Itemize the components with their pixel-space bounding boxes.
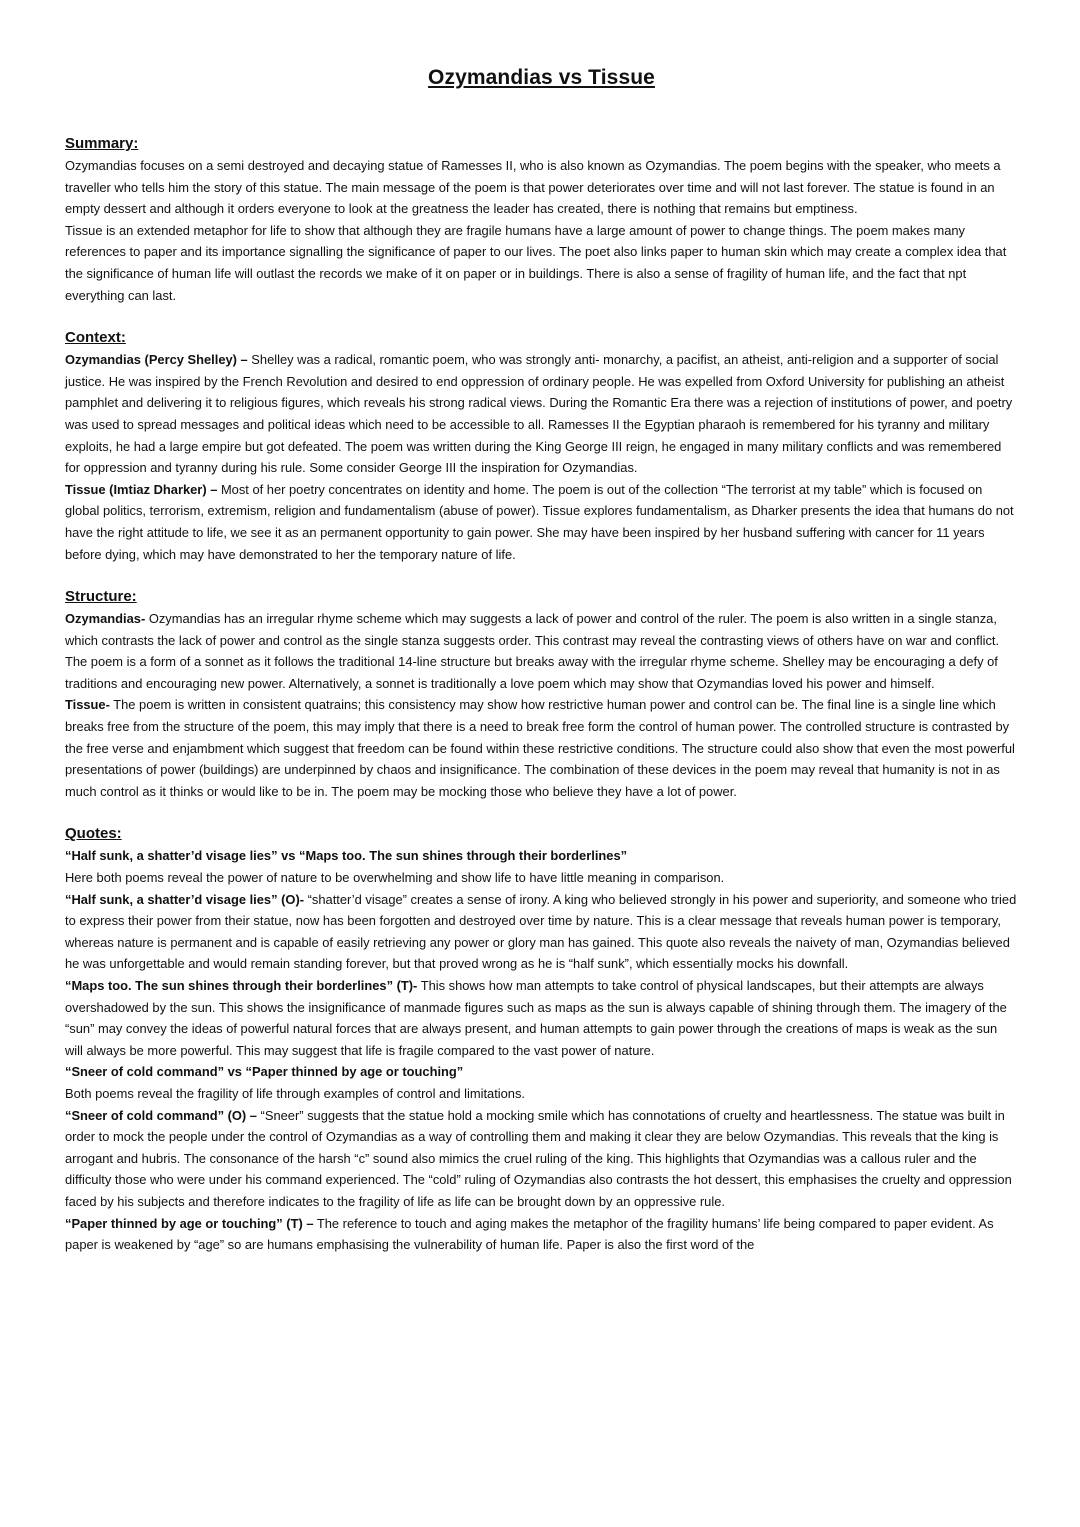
structure-tissue-paragraph bbox=[65, 694, 1018, 802]
document-title: Ozymandias vs Tissue bbox=[428, 66, 655, 89]
quote-2-text: This shows how man attempts to take control of physical landscapes, but their attempts are always overshadowed by the sun. This shows the insignificance of manmade figures such as maps as the sun is always capable of shining through them. The imagery of the “sun” may convey the ideas of powerful natural forces that are always present, and human attempts to gain power through the creations of maps is weak as the sun will always be more powerful. This may suggest that life is fragile compared to the vast power of nature. bbox=[65, 978, 1007, 1058]
quote-pair-1-intro: Here both poems reveal the power of nature to be overwhelming and show life to have little meaning in comparison. bbox=[65, 870, 725, 886]
quote-2-lead: “Maps too. The sun shines through their borderlines” (T)- bbox=[65, 978, 418, 993]
quotes-heading: Quotes: bbox=[65, 825, 122, 843]
context-tissue-paragraph bbox=[65, 479, 1018, 565]
quote-1-analysis bbox=[65, 889, 1018, 975]
context-heading: Context: bbox=[65, 329, 126, 347]
context-section bbox=[65, 328, 1018, 565]
summary-section bbox=[65, 134, 1018, 306]
structure-ozymandias-lead: Ozymandias- bbox=[65, 611, 146, 627]
structure-ozymandias-text: Ozymandias has an irregular rhyme scheme which may suggests a lack of power and control of the ruler. The poem is also written in a single stanza, which contrasts the lack of power and control as the single stanza suggests order. This contrast may reveal the contrasting views of others have on war and conflict. The poem is a form of a sonnet as it follows the traditional 14-line structure but breaks away with the irregular rhyme scheme. Shelley may be encouraging a defy of traditions and encouraging new power. Alternatively, a sonnet is traditionally a love poem which may show that Ozymandias loved his power and himself. bbox=[65, 611, 1000, 691]
quote-2-analysis bbox=[65, 975, 1018, 1061]
context-tissue-lead: Tissue (Imtiaz Dharker) – bbox=[65, 481, 218, 497]
summary-tissue-paragraph: Tissue is an extended metaphor for life to show that although they are fragile humans have a large amount of power to change things. The poem makes many references to paper and its importance signalling the significance of paper to our lives. The poet also links paper to human skin which may create a complex idea that the significance of human life will outlast the records we make of it on paper or in buildings. There is also a sense of fragility of human life, and the fact that npt everything can last. bbox=[65, 222, 1007, 303]
quote-4-text: The reference to touch and aging makes the metaphor of the fragility humans’ life being compared to paper evident. As paper is weakened by “age” so are humans emphasising the vulnerability of human life. Paper is also the first word of the bbox=[65, 1215, 994, 1253]
context-ozymandias-lead: Ozymandias (Percy Shelley) – bbox=[65, 352, 248, 368]
summary-heading: Summary: bbox=[65, 135, 139, 152]
structure-section bbox=[65, 587, 1018, 802]
context-tissue-text: Most of her poetry concentrates on identity and home. The poem is out of the collection “The terrorist at my table” which is focused on global politics, terrorism, extremism, religion and fundamentalism (abuse of power). Tissue explores fundamentalism, as Dharker presents the idea that humans do not have the right attitude to life, we see it as an permanent opportunity to gain power. She may have been inspired by her husband suffering with cancer for 11 years before dying, which may have demonstrated to her the temporary nature of life. bbox=[65, 481, 1014, 562]
quote-pair-2-intro: Both poems reveal the fragility of life through examples of control and limitations. bbox=[65, 1085, 526, 1101]
quote-1-lead: “Half sunk, a shatter’d visage lies” (O)- bbox=[65, 891, 305, 907]
context-ozymandias-paragraph bbox=[65, 349, 1018, 479]
quote-3-analysis bbox=[65, 1105, 1018, 1213]
quote-4-lead: “Paper thinned by age or touching” (T) – bbox=[65, 1215, 314, 1231]
quote-pair-2-heading: “Sneer of cold command” vs “Paper thinned by age or touching” bbox=[65, 1064, 464, 1080]
quote-1-text: “shatter’d visage” creates a sense of irony. A king who believed strongly in his power and superiority, and someone who tried to express their power from their statue, now has been forgotten and destroyed over time by nature. This is a clear message that reveals human power is temporary, whereas nature is permanent and is capable of easily retrieving any power or glory man has gained. This quote also reveals the naivety of man, Ozymandias believed he was unforgettable and would remain standing forever, but that proved wrong as he is “half sunk”, which essentially mocks his downfall. bbox=[65, 891, 1017, 972]
quote-4-analysis bbox=[65, 1213, 1018, 1256]
summary-ozymandias-paragraph: Ozymandias focuses on a semi destroyed and decaying statue of Ramesses II, who is also known as Ozymandias. The poem begins with the speaker, who meets a traveller who tells him the story of this statue. The main message of the poem is that power deteriorates over time and will not last forever. The statue is found in an empty dessert and although it orders everyone to look at the greatness the leader has created, there is nothing that remains but emptiness. bbox=[65, 158, 1001, 217]
quote-3-lead: “Sneer of cold command” (O) – bbox=[65, 1107, 257, 1123]
structure-tissue-text: The poem is written in consistent quatrains; this consistency may show how restrictive human power and control can be. The final line is a single line which breaks free from the structure of the poem, this may imply that there is a need to break free form the control of human power. The controlled structure is contrasted by the free verse and enjambment which suggest that freedom can be found within these restrictive conditions. The structure could also show that even the most powerful presentations of power (buildings) are underpinned by chaos and insignificance. The combination of these devices in the poem may reveal that humanity is not in as much control as it thinks or would like to be in. The poem may be mocking those who believe they have a lot of power. bbox=[65, 697, 1015, 799]
quotes-section bbox=[65, 824, 1018, 1255]
quote-pair-1-heading: “Half sunk, a shatter’d visage lies” vs “Maps too. The sun shines through their borderlines” bbox=[65, 848, 628, 864]
quote-3-text: “Sneer” suggests that the statue hold a mocking smile which has connotations of cruelty and heartlessness. The statue was built in order to mock the people under the control of Ozymandias as a way of controlling them and making it clear they are below Ozymandias. This reveals that the king is arrogant and hubris. The consonance of the harsh “c” sound also mimics the cruel ruling of the king. This highlights that Ozymandias was a callous ruler and the difficulty those who were under his command experienced. The “cold” ruling of Ozymandias also contrasts the hot dessert, this emphasises the cruelty and oppression faced by his subjects and therefore indicates to the fragility of life as life can be brought down by an oppressive rule. bbox=[65, 1107, 1012, 1209]
context-ozymandias-text: Shelley was a radical, romantic poem, who was strongly anti- monarchy, a pacifist, an atheist, anti-religion and a supporter of social justice. He was inspired by the French Revolution and desired to end oppression of ordinary people. He was expelled from Oxford University for publishing an atheist pamphlet and delivering it to religious figures, which reveals his strong radical views. During the Romantic Era there was a rejection of institutions of power, and poetry was used to spread messages and political ideas which need to be accessible to all. Ramesses II the Egyptian pharaoh is remembered for his tyranny and military exploits, he had a large empire but got defeated. The poem was written during the King George III reign, he engaged in many military conflicts and was remembered for oppression and tyranny during his rule. Some consider George III the inspiration for Ozymandias. bbox=[65, 352, 1013, 476]
structure-heading: Structure: bbox=[65, 588, 137, 606]
structure-tissue-lead: Tissue- bbox=[65, 697, 110, 713]
structure-ozymandias-paragraph bbox=[65, 608, 1018, 694]
